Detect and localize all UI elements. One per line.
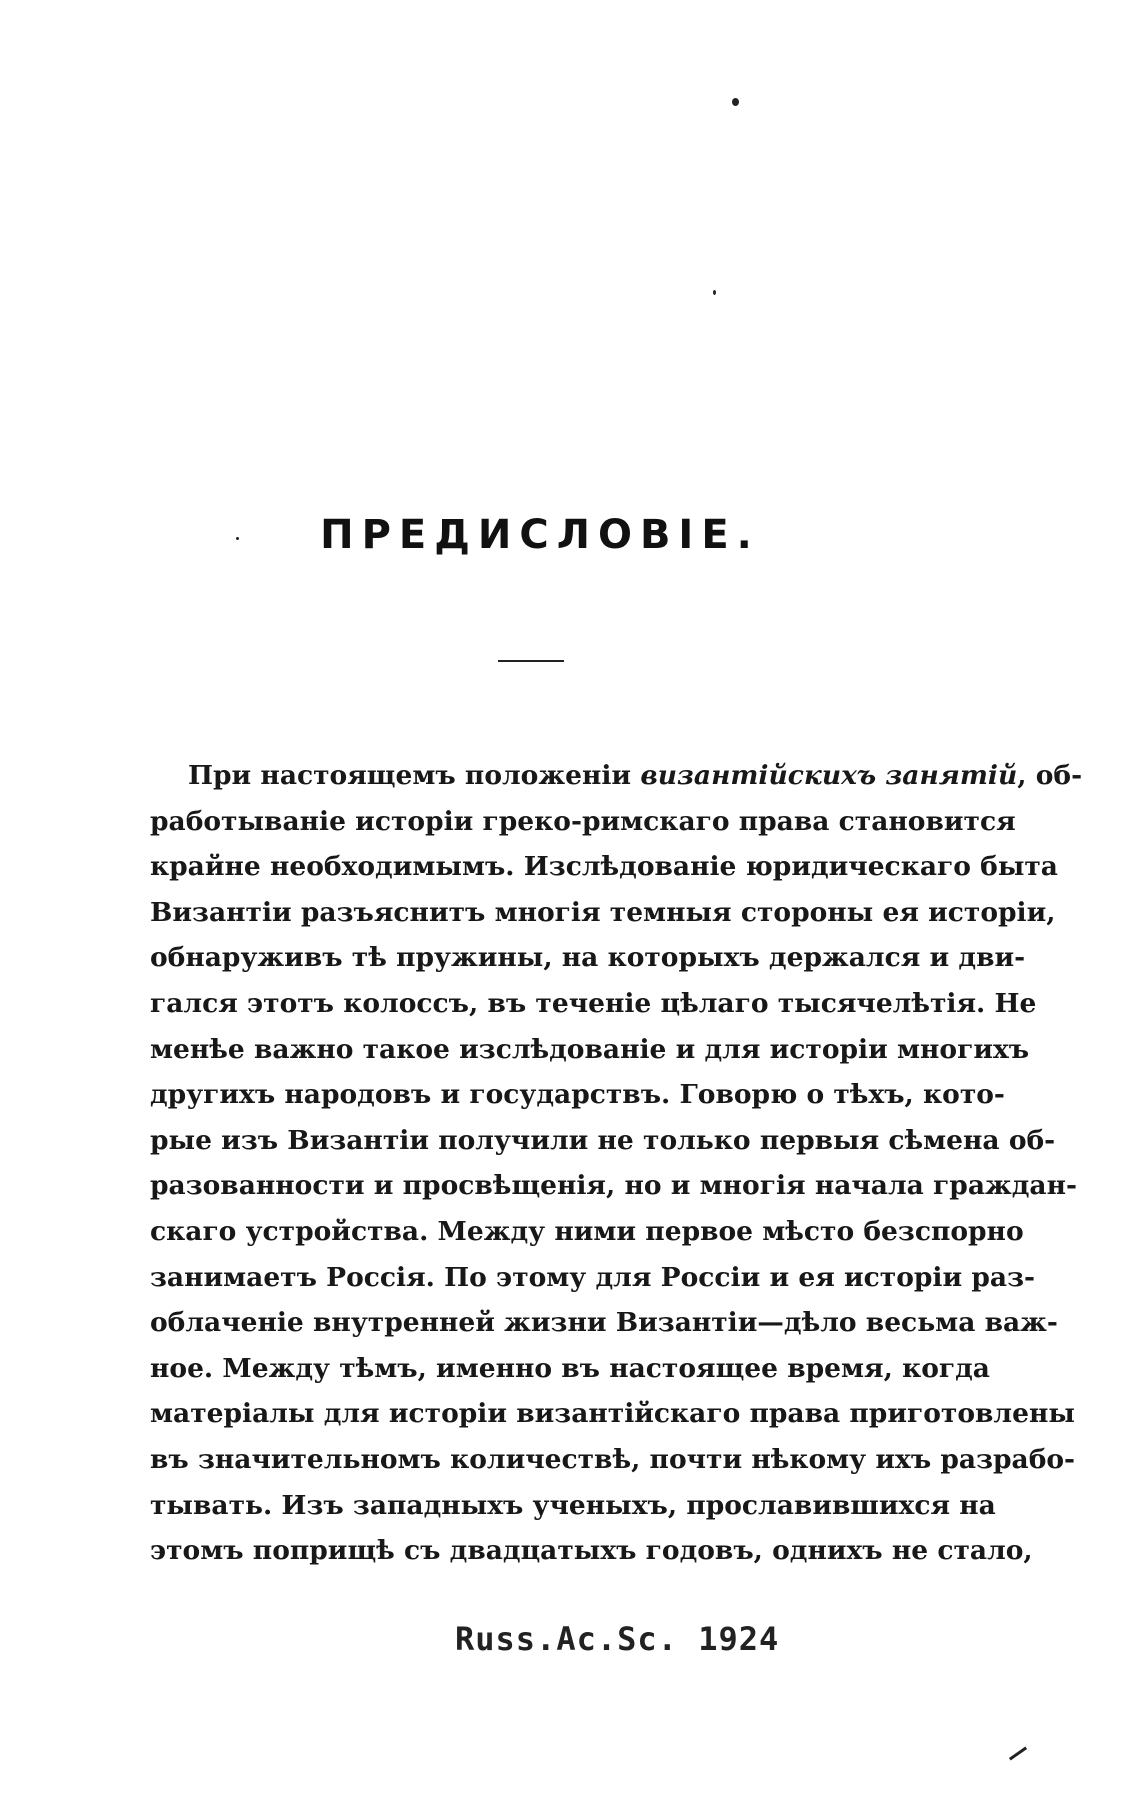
text-line: другихъ народовъ и государствъ. Говорю о тѣхъ, кото- xyxy=(150,1079,1005,1111)
ink-speck xyxy=(713,290,716,295)
text-line: разованности и просвѣщенія, но и многія начала граждан- xyxy=(150,1170,1077,1202)
text-line: тывать. Изъ западныхъ ученыхъ, прославившихся на xyxy=(150,1489,996,1521)
body-paragraph xyxy=(150,753,1083,1574)
text-line: матеріалы для исторіи византійскаго права приготовлены xyxy=(150,1398,1075,1430)
text-line: ное. Между тѣмъ, именно въ настоящее время, когда xyxy=(150,1352,990,1384)
text-run: При настоящемъ положеніи xyxy=(188,760,641,791)
library-stamp: Russ.Ac.Sc. 1924 xyxy=(455,1620,780,1658)
text-line: обнаруживъ тѣ пружины, на которыхъ держался и дви- xyxy=(150,942,1026,974)
text-line xyxy=(150,753,1083,799)
page-title: ПРЕДИСЛОВІЕ. xyxy=(320,512,760,558)
text-line: менѣе важно такое изслѣдованіе и для исторіи многихъ xyxy=(150,1033,1030,1065)
text-line: скаго устройства. Между ними первое мѣсто безспорно xyxy=(150,1215,1024,1247)
text-line: гался этотъ колоссъ, въ теченіе цѣлаго тысячелѣтія. Не xyxy=(150,987,1037,1019)
text-line: крайне необходимымъ. Изслѣдованіе юридическаго быта xyxy=(150,851,1058,883)
ink-speck xyxy=(732,98,739,106)
text-line: Византіи разъяснитъ многія темныя стороны ея исторіи, xyxy=(150,896,1056,928)
text-line: въ значительномъ количествѣ, почти нѣкому ихъ разрабо- xyxy=(150,1443,1076,1475)
text-line: рые изъ Византіи получили не только первыя сѣмена об- xyxy=(150,1124,1056,1156)
text-line: занимаетъ Россія. По этому для Россіи и ея исторіи раз- xyxy=(150,1261,1035,1293)
title-divider xyxy=(498,660,564,662)
italic-text-run: византійскихъ занятій xyxy=(640,760,1018,791)
pencil-mark xyxy=(1009,1747,1027,1761)
text-line: этомъ поприщѣ съ двадцатыхъ годовъ, однихъ не стало, xyxy=(150,1535,1033,1567)
text-line: облаченіе внутренней жизни Византіи—дѣло весьма важ- xyxy=(150,1307,1058,1339)
text-line: работываніе исторіи греко-римскаго права становится xyxy=(150,805,1016,837)
text-run: , об- xyxy=(1017,760,1083,791)
